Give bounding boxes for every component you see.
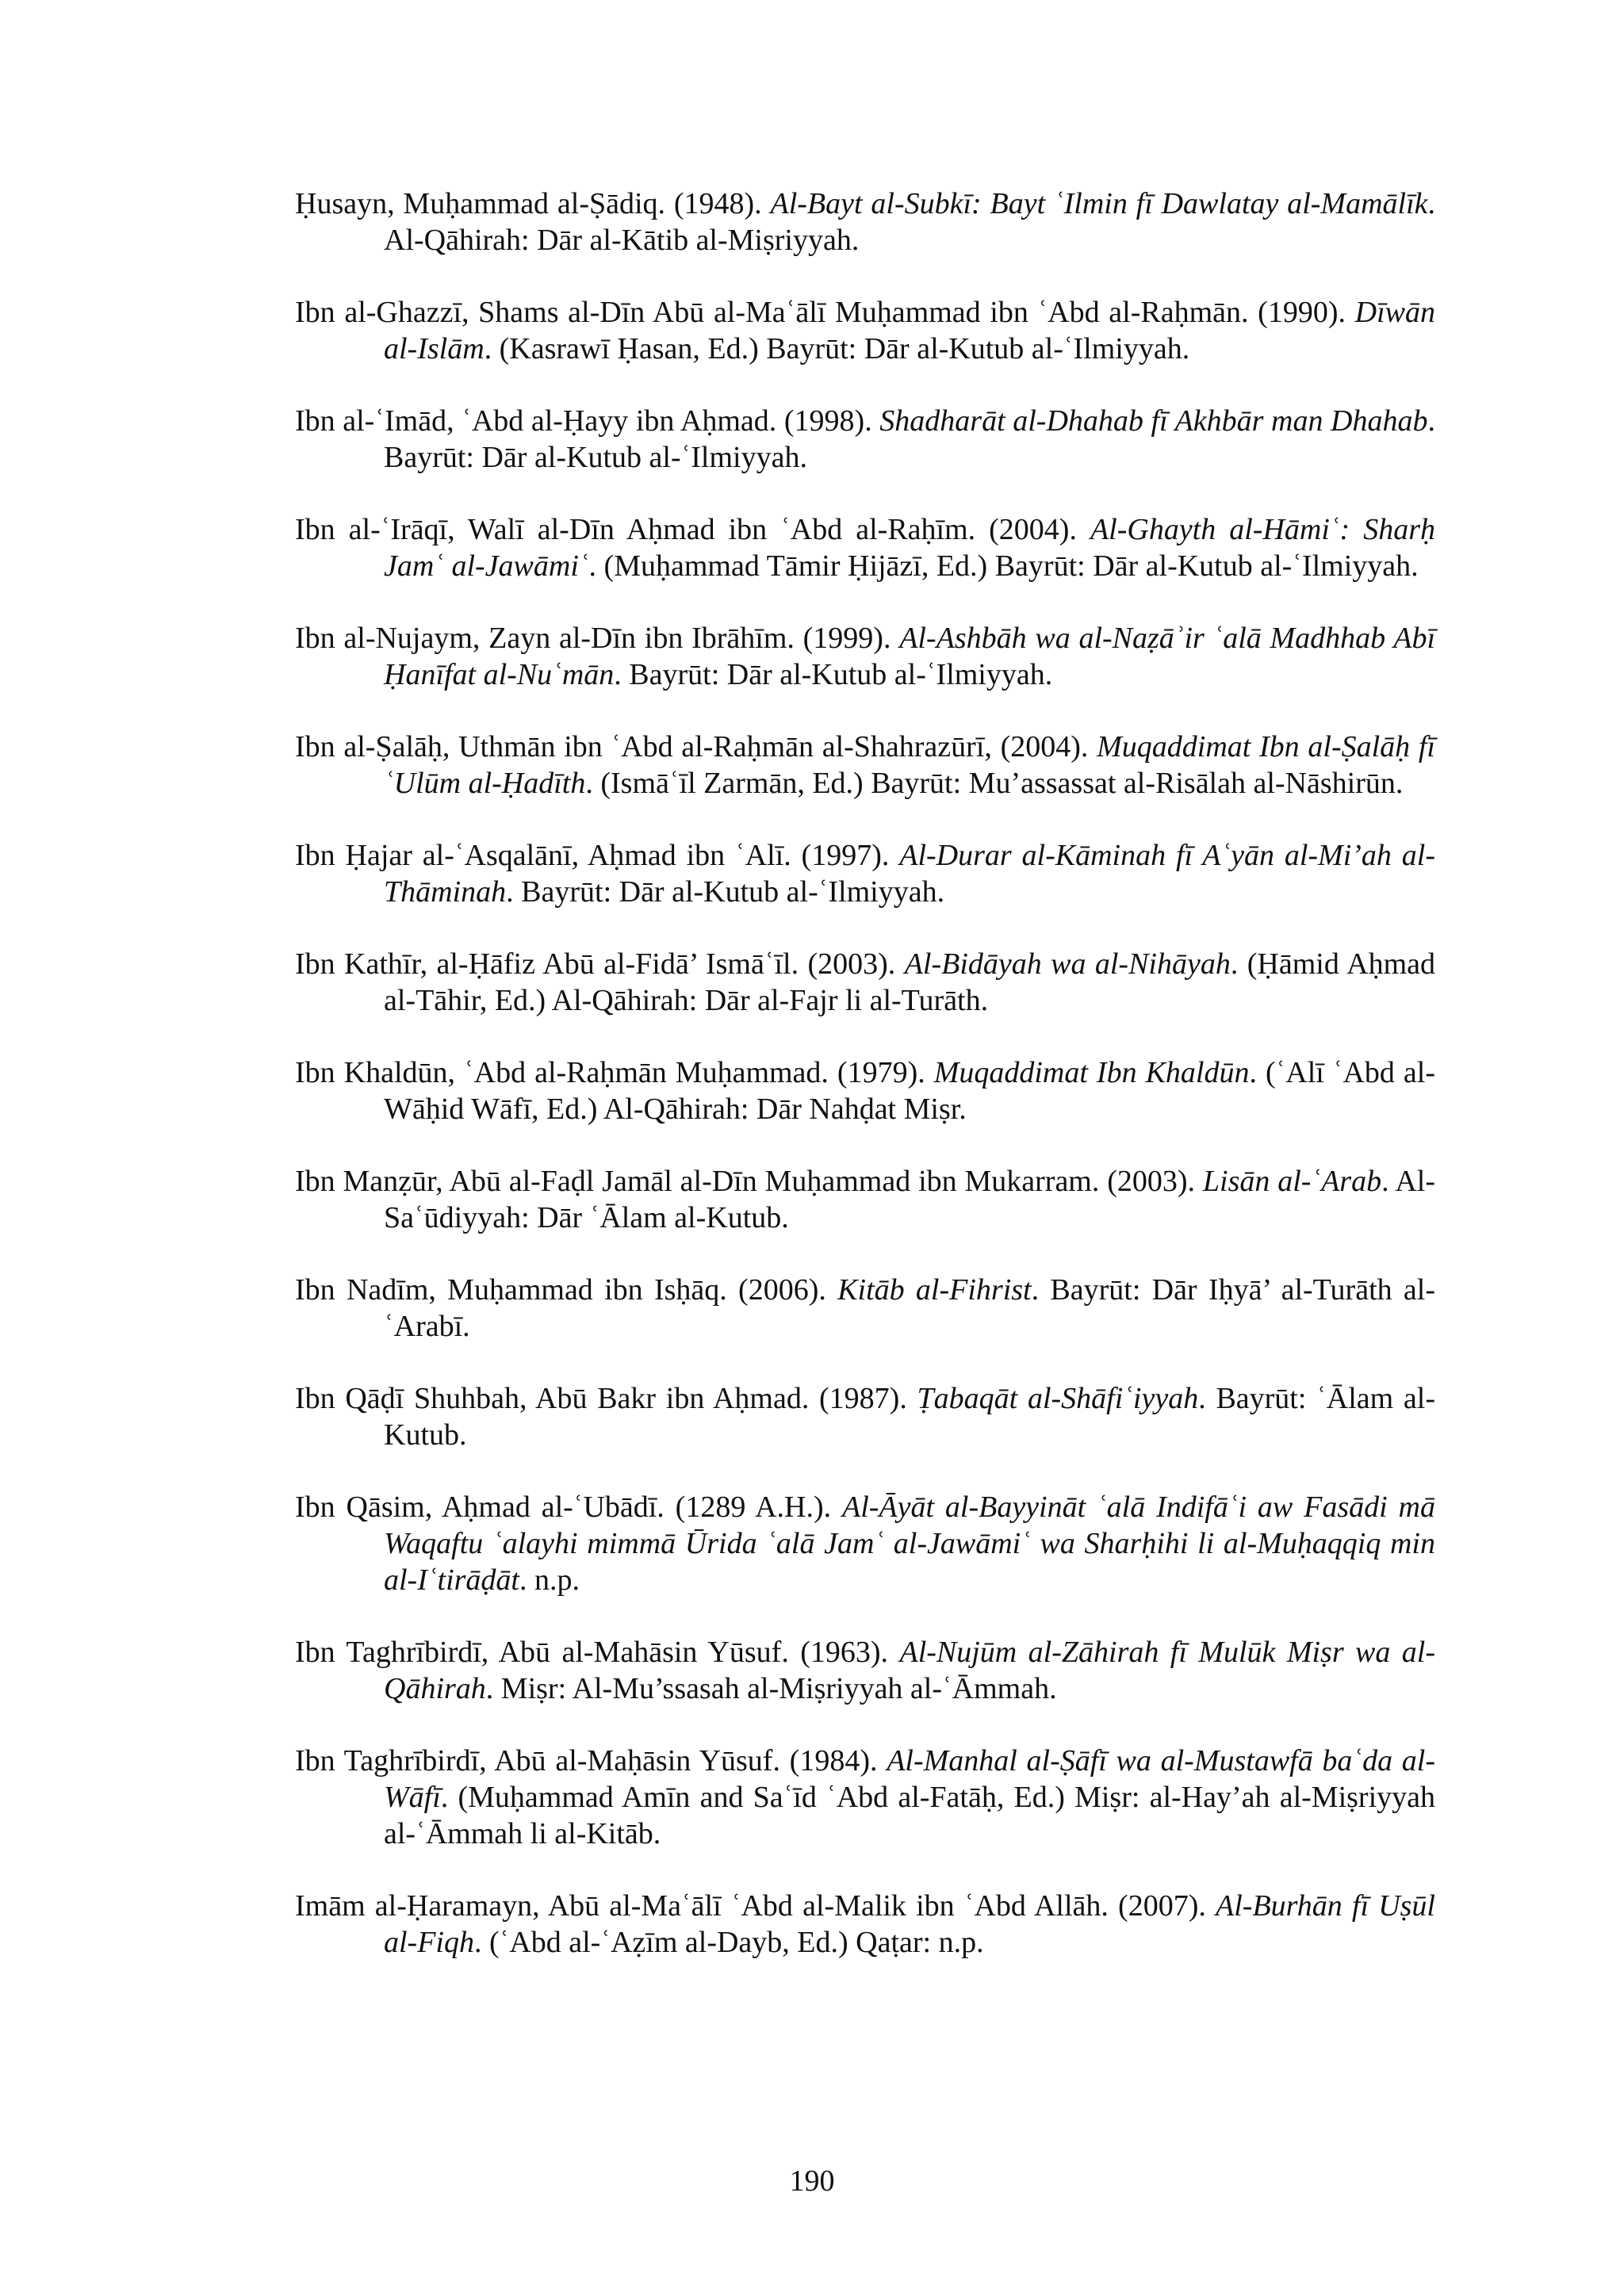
bibliography-entry [295,946,1435,1019]
entry-citation: Imām al-Ḥaramayn, Abū al-Maʿālī ʿAbd al-Malik ibn ʿAbd Allāh. (2007). [295,1889,1216,1923]
entry-citation: Ibn al-Ghazzī, Shams al-Dīn Abū al-Maʿālī Muḥammad ibn ʿAbd al-Raḥmān. (1990). [295,296,1355,329]
entry-citation: Ibn Taghrībirdī, Abū al-Mahāsin Yūsuf. (1963). [295,1636,900,1669]
page-number: 190 [789,2164,835,2198]
entry-title: Al-Nujūm al-Zāhirah fī Mulūk Miṣr wa al-Qāhirah [384,1636,1436,1705]
entry-title: Al-Ashbāh wa al-Naẓāʾir ʿalā Madhhab Abī Ḥanīfat al-Nuʿmān [384,622,1435,691]
entry-publication: . Bayrūt: Dār al-Kutub al-ʿIlmiyyah. [384,404,1435,474]
entry-publication: . Bayrūt: ʿĀlam al-Kutub. [384,1382,1436,1452]
entry-citation: Ibn Qāsim, Aḥmad al-ʿUbādī. (1289 A.H.). [295,1490,842,1524]
entry-citation: Ibn Ḥajar al-ʿAsqalānī, Aḥmad ibn ʿAlī. (1997). [295,839,900,872]
entry-citation: Ibn Manẓūr, Abū al-Faḍl Jamāl al-Dīn Muḥammad ibn Mukarram. (2003). [295,1165,1203,1198]
entry-publication: . Al-Saʿūdiyyah: Dār ʿĀlam al-Kutub. [384,1165,1435,1234]
entry-title: Al-Manhal al-Ṣāfī wa al-Mustawfā baʿda al-Wāfī [384,1744,1436,1814]
entry-citation: Ibn al-ʿImād, ʿAbd al-Ḥayy ibn Aḥmad. (1998). [295,404,880,438]
bibliography-entry [295,511,1435,584]
entry-publication: . (ʿAbd al-ʿAẓīm al-Dayb, Ed.) Qaṭar: n.p. [473,1926,984,1959]
entry-title: Al-Āyāt al-Bayyināt ʿalā Indifāʿi aw Fasādi mā Waqaftu ʿalayhi mimmā Ūrida ʿalā Jamʿ al-Jawāmiʿ wa Sharḥihi li al-Muḥaqqiq min al-Iʿtirāḍāt [384,1490,1435,1597]
entry-publication: . Miṣr: Al-Mu’ssasah al-Miṣriyyah al-ʿĀmmah. [485,1672,1057,1705]
bibliography-entry [295,1888,1435,1961]
bibliography-list [295,186,1435,1996]
entry-citation: Ḥusayn, Muḥammad al-Ṣādiq. (1948). [295,187,771,220]
entry-publication: . (ʿAlī ʿAbd al-Wāḥid Wāfī, Ed.) Al-Qāhirah: Dār Nahḍat Miṣr. [384,1056,1435,1126]
entry-citation: Ibn Khaldūn, ʿAbd al-Raḥmān Muḥammad. (1979). [295,1056,934,1089]
bibliography-entry [295,1163,1435,1236]
entry-publication: . Bayrūt: Dār al-Kutub al-ʿIlmiyyah. [614,658,1053,691]
entry-publication: . (Ḥāmid Aḥmad al-Tāhir, Ed.) Al-Qāhirah: Dār al-Fajr li al-Turāth. [384,947,1435,1017]
entry-citation: Ibn Taghrībirdī, Abū al-Maḥāsin Yūsuf. (1984). [295,1744,887,1777]
entry-citation: Ibn al-Nujaym, Zayn al-Dīn ibn Ibrāhīm. (1999). [295,622,900,655]
entry-publication: . (Kasrawī Ḥasan, Ed.) Bayrūt: Dār al-Kutub al-ʿIlmiyyah. [484,332,1190,365]
entry-title: Al-Burhān fī Uṣūl al-Fiqh [384,1889,1435,1959]
entry-title: Al-Durar al-Kāminah fī Aʿyān al-Mi’ah al-Thāminah [384,839,1435,909]
entry-publication: . Bayrūt: Dār al-Kutub al-ʿIlmiyyah. [506,875,945,909]
entry-title: Al-Bayt al-Subkī: Bayt ʿIlmin fī Dawlatay al-Mamālīk [770,187,1428,220]
bibliography-entry [295,729,1435,802]
bibliography-entry [295,1054,1435,1127]
entry-title: Lisān al-ʿArab [1202,1165,1382,1198]
entry-publication: . (Ismāʿīl Zarmān, Ed.) Bayrūt: Mu’assassat al-Risālah al-Nāshirūn. [585,767,1404,800]
bibliography-entry [295,1489,1435,1598]
entry-publication: . (Muḥammad Tāmir Ḥijāzī, Ed.) Bayrūt: Dār al-Kutub al-ʿIlmiyyah. [588,549,1419,583]
bibliography-entry [295,294,1435,367]
entry-publication: . Al-Qāhirah: Dār al-Kātib al-Miṣriyyah. [384,187,1435,257]
bibliography-entry [295,1743,1435,1852]
entry-title: Shadharāt al-Dhahab fī Akhbār man Dhahab [879,404,1428,438]
bibliography-entry [295,403,1435,476]
entry-citation: Ibn al-ʿIrāqī, Walī al-Dīn Aḥmad ibn ʿAbd al-Raḥīm. (2004). [295,513,1090,546]
bibliography-entry [295,837,1435,910]
entry-publication: . (Muḥammad Amīn and Saʿīd ʿAbd al-Fatāḥ, Ed.) Miṣr: al-Hay’ah al-Miṣriyyah al-ʿĀmmah li al-Kitāb. [384,1781,1435,1850]
entry-citation: Ibn Nadīm, Muḥammad ibn Isḥāq. (2006). [295,1273,838,1307]
bibliography-entry [295,620,1435,693]
entry-title: Al-Ghayth al-Hāmiʿ: Sharḥ Jamʿ al-Jawāmiʿ [384,513,1435,583]
entry-title: Ṭabaqāt al-Shāfiʿiyyah [917,1382,1199,1415]
bibliography-entry [295,1380,1435,1453]
entry-title: Al-Bidāyah wa al-Nihāyah [904,947,1231,981]
entry-citation: Ibn Kathīr, al-Ḥāfiz Abū al-Fidā’ Ismāʿīl. (2003). [295,947,905,981]
entry-citation: Ibn Qāḍī Shuhbah, Abū Bakr ibn Aḥmad. (1987). [295,1382,917,1415]
entry-title: Kitāb al-Fihrist [837,1273,1032,1307]
entry-title: Muqaddimat Ibn Khaldūn [933,1056,1250,1089]
entry-title: Dīwān al-Islām [384,296,1435,365]
bibliography-entry [295,1634,1435,1707]
bibliography-entry [295,186,1435,258]
entry-title: Muqaddimat Ibn al-Ṣalāḥ fī ʿUlūm al-Ḥadīth [384,730,1435,800]
entry-publication: . Bayrūt: Dār Iḥyā’ al-Turāth al-ʿArabī. [384,1273,1435,1343]
entry-citation: Ibn al-Ṣalāḥ, Uthmān ibn ʿAbd al-Raḥmān al-Shahrazūrī, (2004). [295,730,1097,763]
bibliography-entry [295,1272,1435,1345]
entry-publication: . n.p. [519,1563,580,1597]
